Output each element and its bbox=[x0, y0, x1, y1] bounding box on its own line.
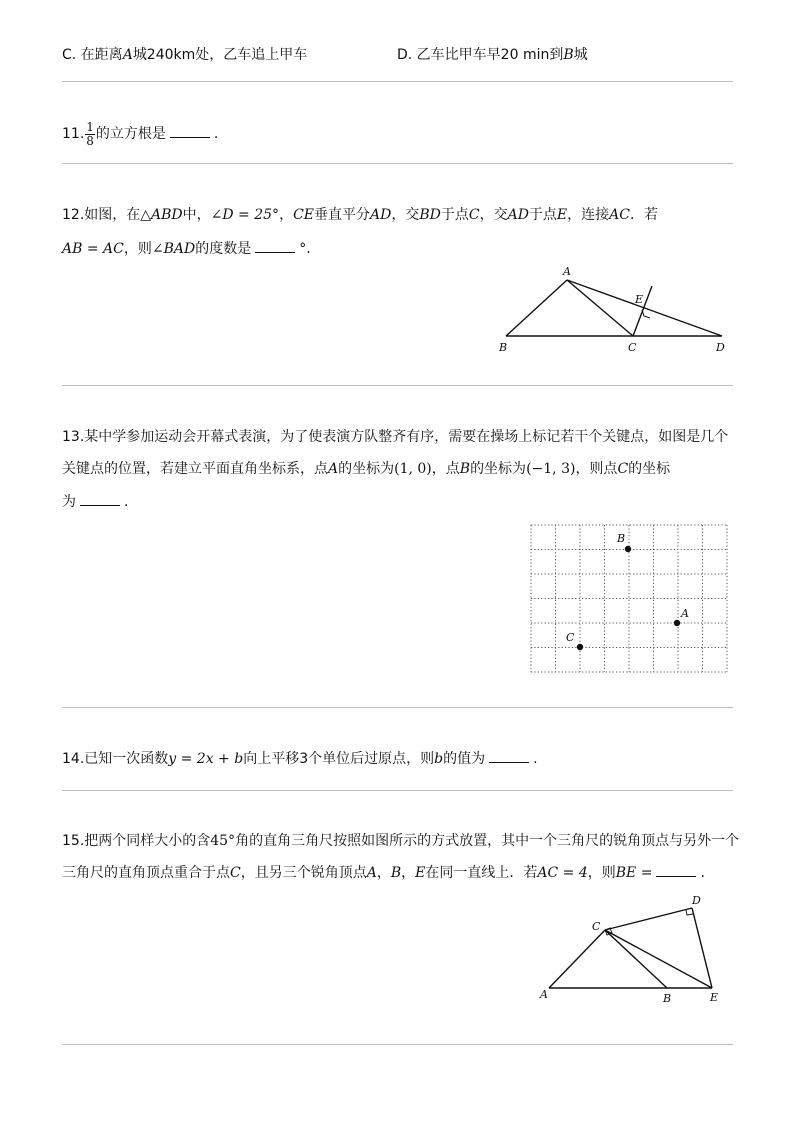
answer-blank[interactable] bbox=[656, 864, 696, 877]
question-11: 11. $\frac{1}{8}$ 的立方根是 . bbox=[62, 119, 219, 148]
divider bbox=[62, 707, 733, 708]
question-15-line-1: 15.把两个同样大小的含45°角的直角三角尺按照如图所示的方式放置，其中一个三角尺的锐角顶点与另外一个 bbox=[62, 833, 740, 849]
divider bbox=[62, 790, 733, 791]
svg-text:C: C bbox=[592, 920, 601, 933]
divider bbox=[62, 163, 733, 164]
question-15-line-2: 三角尺的直角顶点重合于点C，且另三个锐角顶点A，B，E在同一直线上．若AC = 4，则BE = . bbox=[62, 865, 705, 881]
divider bbox=[62, 1044, 733, 1045]
question-12-line-1: 12.如图，在△ABD中，∠D = 25°，CE垂直平分AD，交BD于点C，交AD于点E，连接AC．若 bbox=[62, 207, 658, 223]
svg-text:B: B bbox=[499, 341, 508, 354]
q10-option-d: D. 乙车比甲车早20 min到B城 bbox=[397, 47, 588, 63]
svg-text:A: A bbox=[681, 607, 689, 620]
question-13-line-2: 关键点的位置，若建立平面直角坐标系，点A的坐标为(1, 0)，点B的坐标为(−1, 3)，则点C的坐标 bbox=[62, 461, 671, 477]
answer-blank[interactable] bbox=[80, 493, 120, 506]
svg-text:C: C bbox=[628, 341, 637, 354]
svg-text:A: A bbox=[540, 988, 548, 1001]
svg-text:E: E bbox=[635, 293, 644, 306]
question-12-line-2: AB = AC，则∠BAD的度数是 °. bbox=[62, 241, 311, 257]
set-squares-figure bbox=[535, 890, 735, 1010]
point-c bbox=[577, 644, 583, 650]
answer-blank[interactable] bbox=[255, 240, 295, 253]
q10-option-c: C. 在距离A城240km处，乙车追上甲车 bbox=[62, 47, 308, 63]
coordinate-grid-figure bbox=[528, 522, 728, 674]
svg-text:E: E bbox=[710, 991, 719, 1004]
svg-text:B: B bbox=[663, 992, 672, 1005]
question-14: 14.已知一次函数y = 2x + b向上平移3个单位后过原点，则b的值为 . bbox=[62, 751, 538, 767]
question-13-line-3: 为 . bbox=[62, 494, 129, 510]
svg-text:D: D bbox=[692, 894, 701, 907]
svg-text:A: A bbox=[563, 265, 571, 278]
divider bbox=[62, 385, 733, 386]
svg-text:B: B bbox=[617, 532, 626, 545]
fraction: $\frac{1}{8}$ bbox=[86, 119, 94, 148]
point-a bbox=[674, 620, 680, 626]
point-b bbox=[625, 546, 631, 552]
svg-text:C: C bbox=[566, 631, 575, 644]
divider bbox=[62, 81, 733, 82]
answer-blank[interactable] bbox=[489, 750, 529, 763]
answer-blank[interactable] bbox=[170, 125, 210, 138]
question-13-line-1: 13.某中学参加运动会开幕式表演，为了使表演方队整齐有序，需要在操场上标记若干个关键点，如图是几个 bbox=[62, 429, 729, 445]
triangle-abd-figure bbox=[495, 262, 735, 358]
svg-text:D: D bbox=[716, 341, 725, 354]
